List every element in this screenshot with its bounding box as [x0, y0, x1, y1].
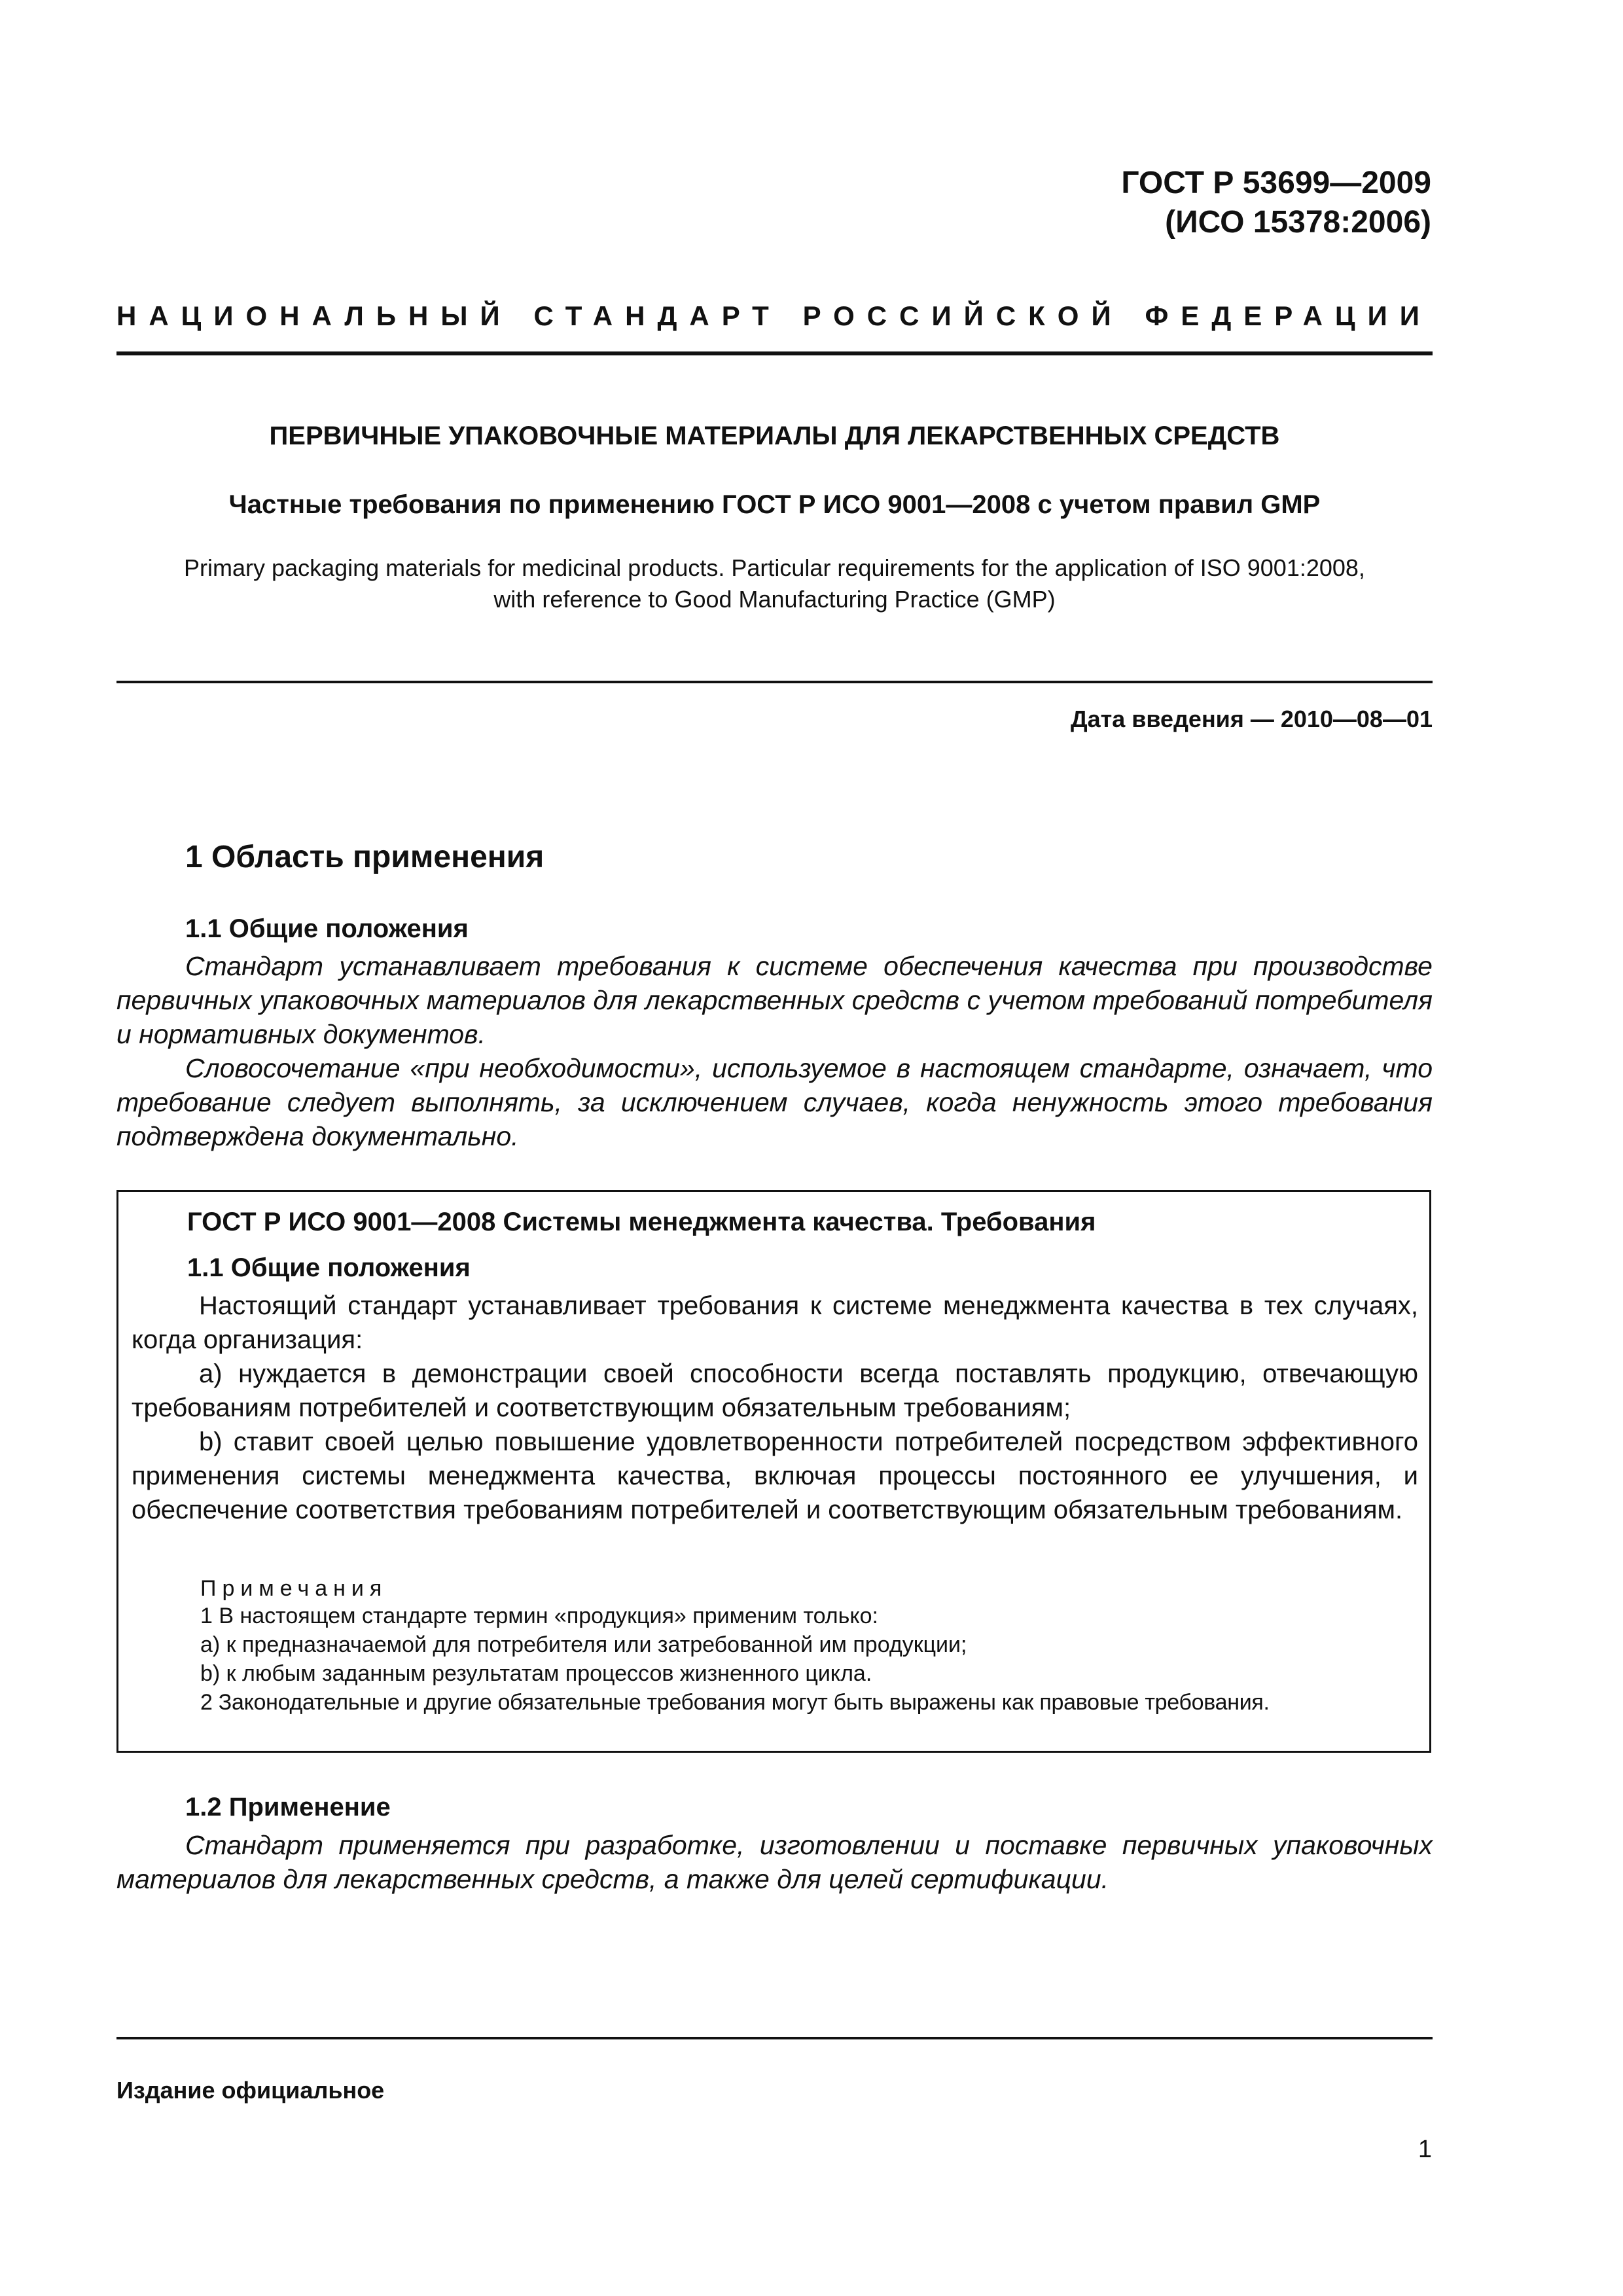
notes-label: Примечания [200, 1576, 388, 1601]
note-item: b) к любым заданным результатам процессов жизненного цикла. [200, 1661, 872, 1686]
quote-box-subheading: 1.1 Общие положения [187, 1253, 471, 1282]
english-title-line: Primary packaging materials for medicinal products. Particular requirements for the application of ISO 9001:2008, [184, 554, 1365, 581]
national-standard-title [116, 298, 1432, 334]
page-number: 1 [1418, 2136, 1432, 2163]
document-title: ПЕРВИЧНЫЕ УПАКОВОЧНЫЕ МАТЕРИАЛЫ ДЛЯ ЛЕКАРСТВЕННЫХ СРЕДСТВ [269, 422, 1280, 450]
quote-box-paragraph: Настоящий стандарт устанавливает требования к системе менеджмента качества в тех случаях, когда организация: [132, 1291, 1418, 1354]
paragraph: Стандарт устанавливает требования к системе обеспечения качества при производстве первичных упаковочных материалов для лекарственных средств с учетом требований потребителя и нормативных документов. [116, 951, 1433, 1049]
standard-number: ГОСТ Р 53699—2009 [1121, 166, 1431, 200]
introduction-date: Дата введения — 2010—08—01 [1070, 706, 1433, 732]
quote-box-item-a: a) нуждается в демонстрации своей способности всегда поставлять продукцию, отвечающую требованиям потребителей и соответствующим обязательным требованиям; [132, 1359, 1418, 1422]
header-divider [116, 351, 1433, 355]
section-heading: 1 Область применения [185, 840, 544, 874]
english-title-line: with reference to Good Manufacturing Practice (GMP) [493, 586, 1056, 613]
national-title-word: СТАНДАРТ [533, 300, 781, 331]
paragraph: Словосочетание «при необходимости», используемое в настоящем стандарте, означает, что требование следует выполнять, за исключением случаев, когда ненужность этого требования подтверждена документально. [116, 1053, 1433, 1151]
quote-box-title: ГОСТ Р ИСО 9001—2008 Системы менеджмента качества. Требования [187, 1208, 1096, 1236]
national-title-word: РОССИЙСКОЙ [802, 300, 1124, 331]
subsection-heading: 1.2 Применение [185, 1793, 391, 1821]
english-title [116, 552, 1433, 615]
subsection-heading: 1.1 Общие положения [185, 914, 469, 943]
paragraph: Стандарт применяется при разработке, изготовлении и поставке первичных упаковочных материалов для лекарственных средств, а также для целей сертификации. [116, 1830, 1433, 1894]
note-item: a) к предназначаемой для потребителя или затребованной им продукции; [200, 1632, 967, 1657]
national-title-word: ФЕДЕРАЦИИ [1145, 300, 1432, 331]
title-divider [116, 681, 1433, 683]
footer-divider [116, 2037, 1433, 2039]
note-item: 1 В настоящем стандарте термин «продукция» применим только: [200, 1604, 878, 1628]
iso-equivalent: (ИСО 15378:2006) [1165, 205, 1431, 240]
quote-box-item-b: b) ставит своей целью повышение удовлетворенности потребителей посредством эффективного применения системы менеджмента качества, включая процессы постоянного ее улучшения, и обеспечение соответствия требованиям потребителей и соответствующим обязательным требованиям. [132, 1427, 1418, 1524]
quoted-standard-box [116, 1190, 1431, 1753]
document-subtitle: Частные требования по применению ГОСТ Р ИСО 9001—2008 с учетом правил GMP [228, 490, 1321, 519]
national-title-word: НАЦИОНАЛЬНЫЙ [116, 300, 512, 331]
document-code [842, 164, 1431, 242]
note-item: 2 Законодательные и другие обязательные требования могут быть выражены как правовые требования. [200, 1690, 1270, 1715]
edition-label: Издание официальное [116, 2077, 385, 2104]
